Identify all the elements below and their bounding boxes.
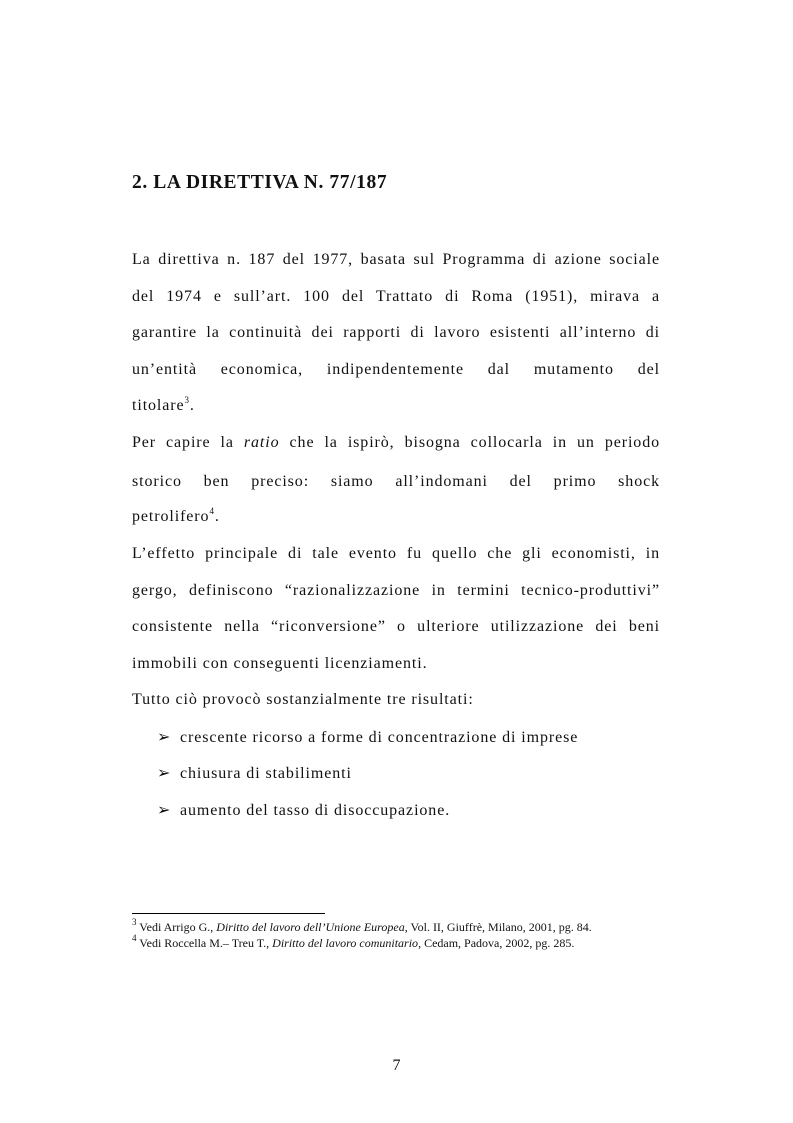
- paragraph-line: immobili con conseguenti licenziamenti.: [132, 655, 428, 672]
- list-item-text: crescente ricorso a forme di concentrazione di imprese: [180, 729, 579, 746]
- paragraph-line: del 1974 e sull’art. 100 del Trattato di Roma (1951), mirava a: [132, 288, 660, 305]
- paragraph-line: La direttiva n. 187 del 1977, basata sul Programma di azione sociale: [132, 251, 660, 268]
- footnote-text: , Cedam, Padova, 2002, pg. 285.: [418, 936, 575, 950]
- footnote-title: Diritto del lavoro comunitario: [272, 936, 419, 950]
- footnote-3: [132, 917, 592, 935]
- line-text: petrolifero: [132, 508, 210, 525]
- list-item: [157, 728, 578, 748]
- paragraph-line: consistente nella “riconversione” o ulteriore utilizzazione dei beni: [132, 618, 660, 635]
- paragraph-line: gergo, definiscono “razionalizzazione in termini tecnico-produttivi”: [132, 582, 660, 599]
- line-text: che la ispirò, bisogna collocarla in un periodo: [279, 434, 660, 451]
- line-text: titolare: [132, 397, 185, 414]
- footnote-text: Vedi Arrigo G.,: [136, 920, 217, 934]
- emphasis-ratio: ratio: [243, 434, 280, 451]
- page-number: 7: [392, 1057, 401, 1074]
- list-item-text: aumento del tasso di disoccupazione.: [180, 802, 451, 819]
- footnote-4: [132, 933, 575, 951]
- line-text: Per capire la: [132, 434, 244, 451]
- paragraph-line: [132, 433, 660, 453]
- footnote-text: , Vol. II, Giuffrè, Milano, 2001, pg. 84.: [404, 920, 592, 934]
- footnote-text: Vedi Roccella M.– Treu T.,: [136, 936, 273, 950]
- footnote-ref-4[interactable]: 4: [209, 505, 215, 516]
- paragraph-line: Tutto ciò provocò sostanzialmente tre risultati:: [132, 691, 474, 708]
- line-text: .: [189, 397, 195, 414]
- section-heading: 2. LA DIRETTIVA N. 77/187: [132, 172, 388, 193]
- paragraph-line: L’effetto principale di tale evento fu quello che gli economisti, in: [132, 545, 660, 562]
- arrow-bullet-icon: ➢: [157, 729, 172, 746]
- line-text: .: [214, 508, 220, 525]
- paragraph-line: un’entità economica, indipendentemente dal mutamento del: [132, 361, 660, 378]
- footnote-number: 3: [132, 917, 137, 927]
- paragraph-line: storico ben preciso: siamo all’indomani del primo shock: [132, 473, 660, 490]
- paragraph-line: [132, 507, 660, 527]
- list-item-text: chiusura di stabilimenti: [180, 765, 352, 782]
- footnote-number: 4: [132, 933, 137, 943]
- footnote-title: Diritto del lavoro dell’Unione Europea: [216, 920, 405, 934]
- footnote-separator: [132, 913, 325, 914]
- footnote-ref-3[interactable]: 3: [184, 394, 190, 405]
- list-item: [157, 764, 352, 784]
- paragraph-line: garantire la continuità dei rapporti di lavoro esistenti all’interno di: [132, 324, 660, 341]
- list-item: [157, 801, 450, 821]
- paragraph-line: [132, 396, 660, 416]
- arrow-bullet-icon: ➢: [157, 765, 172, 782]
- arrow-bullet-icon: ➢: [157, 802, 172, 819]
